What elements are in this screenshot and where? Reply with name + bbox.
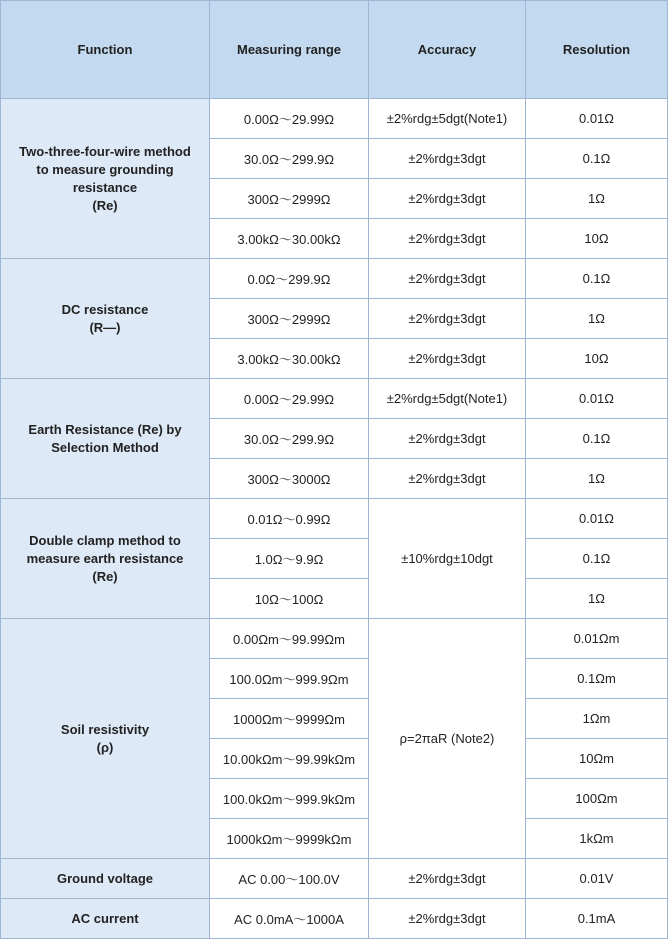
table-row: [1, 499, 668, 539]
accuracy-cell: ±2%rdg±3dgt: [369, 219, 526, 259]
accuracy-cell: ±2%rdg±3dgt: [369, 419, 526, 459]
accuracy-cell: ρ=2πaR (Note2): [369, 619, 526, 859]
resolution-cell: 100Ωm: [526, 779, 668, 819]
resolution-cell: 1Ω: [526, 299, 668, 339]
accuracy-cell: ±2%rdg±3dgt: [369, 179, 526, 219]
function-label-line: DC resistance: [61, 301, 149, 317]
header-measuring-range: Measuring range: [210, 1, 369, 99]
function-cell: [1, 379, 210, 499]
range-cell: 0.00Ωm～99.99Ωm: [210, 619, 369, 659]
accuracy-cell: ±2%rdg±5dgt(Note1): [369, 99, 526, 139]
function-cell: [1, 859, 210, 899]
function-label-line: Selection Method: [51, 439, 159, 455]
function-label-line: Earth Resistance (Re) by: [28, 421, 182, 437]
range-cell: 1.0Ω～9.9Ω: [210, 539, 369, 579]
table-row: [1, 379, 668, 419]
resolution-cell: 0.01Ω: [526, 99, 668, 139]
header-resolution: Resolution: [526, 1, 668, 99]
table-row: [1, 99, 668, 139]
accuracy-cell: ±2%rdg±5dgt(Note1): [369, 379, 526, 419]
resolution-cell: 1Ω: [526, 459, 668, 499]
range-cell: 30.0Ω～299.9Ω: [210, 139, 369, 179]
range-cell: 100.0Ωm～999.9Ωm: [210, 659, 369, 699]
range-cell: 100.0kΩm～999.9kΩm: [210, 779, 369, 819]
range-cell: 0.00Ω～29.99Ω: [210, 99, 369, 139]
resolution-cell: 0.01Ω: [526, 379, 668, 419]
range-cell: 10.00kΩm～99.99kΩm: [210, 739, 369, 779]
range-cell: 0.00Ω～29.99Ω: [210, 379, 369, 419]
range-cell: 30.0Ω～299.9Ω: [210, 419, 369, 459]
range-cell: 3.00kΩ～30.00kΩ: [210, 219, 369, 259]
function-label-line: to measure grounding: [36, 161, 174, 177]
function-label-line: measure earth resistance: [26, 550, 184, 566]
function-label-line: Two-three-four-wire method: [19, 143, 191, 159]
function-label-line: AC current: [71, 910, 139, 926]
accuracy-cell: ±2%rdg±3dgt: [369, 259, 526, 299]
function-label-line: Double clamp method to: [29, 532, 181, 548]
range-cell: 0.0Ω～299.9Ω: [210, 259, 369, 299]
function-cell: [1, 899, 210, 939]
resolution-cell: 0.1Ωm: [526, 659, 668, 699]
function-cell: [1, 259, 210, 379]
function-label-line: (ρ): [96, 739, 114, 755]
function-label-line: Ground voltage: [56, 870, 154, 886]
resolution-cell: 0.1mA: [526, 899, 668, 939]
table-row: [1, 259, 668, 299]
range-cell: AC 0.0mA～1000A: [210, 899, 369, 939]
resolution-cell: 1Ω: [526, 179, 668, 219]
range-cell: AC 0.00～100.0V: [210, 859, 369, 899]
function-label-line: (Re): [92, 568, 118, 584]
function-cell: [1, 99, 210, 259]
range-cell: 300Ω～3000Ω: [210, 459, 369, 499]
range-cell: 3.00kΩ～30.00kΩ: [210, 339, 369, 379]
resolution-cell: 0.1Ω: [526, 139, 668, 179]
table-row: [1, 859, 668, 899]
resolution-cell: 0.01Ωm: [526, 619, 668, 659]
resolution-cell: 0.01Ω: [526, 499, 668, 539]
resolution-cell: 1Ω: [526, 579, 668, 619]
spec-body: [1, 99, 668, 939]
resolution-cell: 1kΩm: [526, 819, 668, 859]
accuracy-cell: ±2%rdg±3dgt: [369, 459, 526, 499]
function-label-line: resistance: [72, 179, 138, 195]
function-label-line: Soil resistivity: [60, 721, 150, 737]
accuracy-cell: ±2%rdg±3dgt: [369, 899, 526, 939]
resolution-cell: 1Ωm: [526, 699, 668, 739]
range-cell: 10Ω～100Ω: [210, 579, 369, 619]
accuracy-cell: ±2%rdg±3dgt: [369, 299, 526, 339]
resolution-cell: 10Ωm: [526, 739, 668, 779]
resolution-cell: 10Ω: [526, 339, 668, 379]
function-cell: [1, 499, 210, 619]
resolution-cell: 0.1Ω: [526, 419, 668, 459]
accuracy-cell: ±2%rdg±3dgt: [369, 339, 526, 379]
accuracy-cell: ±2%rdg±3dgt: [369, 859, 526, 899]
header-accuracy: Accuracy: [369, 1, 526, 99]
accuracy-cell: ±10%rdg±10dgt: [369, 499, 526, 619]
header-function: Function: [1, 1, 210, 99]
header-row: [1, 1, 668, 99]
range-cell: 1000kΩm～9999kΩm: [210, 819, 369, 859]
table-row: [1, 619, 668, 659]
table-row: [1, 899, 668, 939]
resolution-cell: 0.1Ω: [526, 539, 668, 579]
range-cell: 300Ω～2999Ω: [210, 299, 369, 339]
function-label-line: (Re): [92, 197, 118, 213]
range-cell: 300Ω～2999Ω: [210, 179, 369, 219]
resolution-cell: 10Ω: [526, 219, 668, 259]
range-cell: 0.01Ω～0.99Ω: [210, 499, 369, 539]
accuracy-cell: ±2%rdg±3dgt: [369, 139, 526, 179]
resolution-cell: 0.1Ω: [526, 259, 668, 299]
function-label-line: (R—): [89, 319, 121, 335]
resolution-cell: 0.01V: [526, 859, 668, 899]
range-cell: 1000Ωm～9999Ωm: [210, 699, 369, 739]
function-cell: [1, 619, 210, 859]
